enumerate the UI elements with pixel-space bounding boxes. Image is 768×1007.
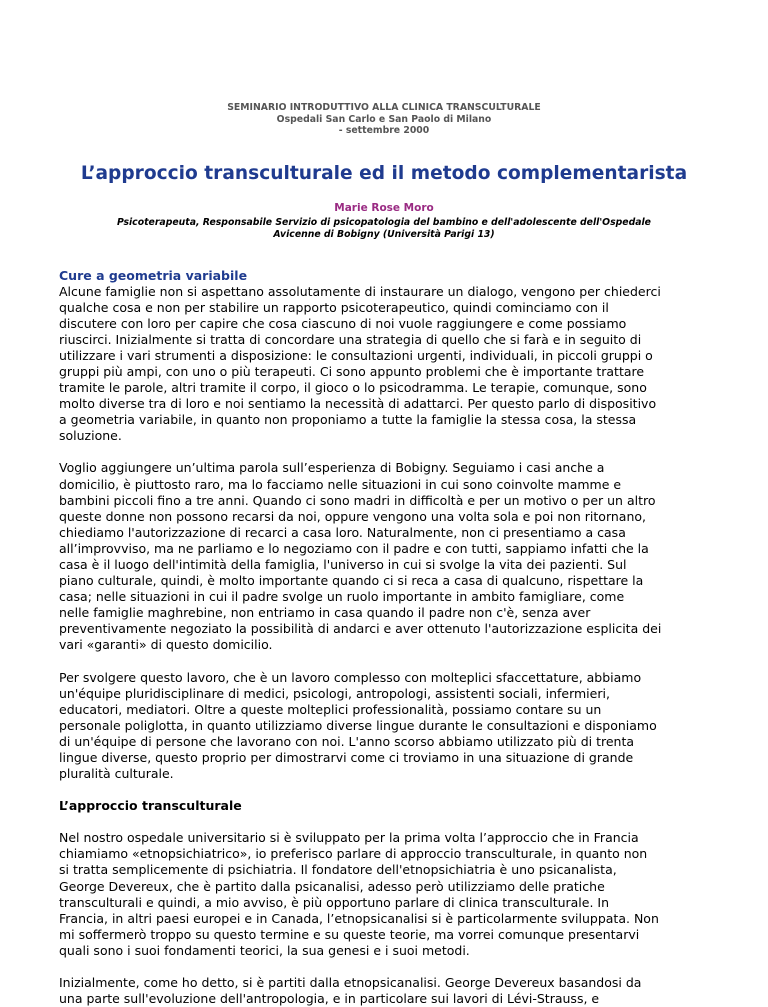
spacer: [59, 814, 709, 830]
document-page: [59, 0, 709, 1007]
text-line: all’improvviso, ma ne parliamo e lo negoziamo con il padre e con tutti, sappiamo infatti che la: [59, 541, 709, 557]
text-line: molto diverse tra di loro e noi sentiamo la necessità di adattarci. Per questo parlo di dispositivo: [59, 396, 709, 412]
text-line: vari «garanti» di questo domicilio.: [59, 637, 709, 653]
text-line: qualche cosa e non per stabilire un rapporto psicoterapeutico, quindi cominciamo con il: [59, 300, 709, 316]
text-line: Inizialmente, come ho detto, si è partiti dalla etnopsicanalisi. George Devereux basandosi da: [59, 975, 709, 991]
text-line: riuscirci. Inizialmente si tratta di concordare una strategia di quello che si farà e in seguito di: [59, 332, 709, 348]
text-line: chiediamo l'autorizzazione di recarci a casa loro. Naturalmente, non ci presentiamo a casa: [59, 525, 709, 541]
text-line: preventivamente negoziato la possibilità di andarci e aver ottenuto l'autorizzazione esplicita dei: [59, 621, 709, 637]
author-name: Marie Rose Moro: [59, 202, 709, 215]
text-line: chiamiamo «etnopsichiatrico», io preferisco parlare di approccio transculturale, in quanto non: [59, 846, 709, 862]
text-line: educatori, mediatori. Oltre a queste molteplici professionalità, possiamo contare su un: [59, 702, 709, 718]
hospitals-line: Ospedali San Carlo e San Paolo di Milano: [59, 114, 709, 126]
text-line: bambini piccoli fino a tre anni. Quando ci sono madri in difficoltà e per un motivo o per un altro: [59, 493, 709, 509]
page-title: L’approccio transculturale ed il metodo complementarista: [59, 162, 709, 186]
date-line: - settembre 2000: [59, 125, 709, 137]
paragraph: [59, 284, 709, 445]
text-line: piano culturale, quindi, è molto importante quando ci si reca a casa di qualcuno, rispettare la: [59, 573, 709, 589]
text-line: Nel nostro ospedale universitario si è sviluppato per la prima volta l’approccio che in Francia: [59, 830, 709, 846]
text-line: domicilio, è piuttosto raro, ma lo facciamo nelle situazioni in cui sono coinvolte mamme e: [59, 477, 709, 493]
text-line: George Devereux, che è partito dalla psicanalisi, adesso però utilizziamo delle pratiche: [59, 879, 709, 895]
text-line: si tratta semplicemente di psichiatria. Il fondatore dell'etnopsichiatria è uno psicanalista,: [59, 862, 709, 878]
text-line: queste donne non possono recarsi da noi, oppure vengono una volta sola e poi non ritornano,: [59, 509, 709, 525]
text-line: Alcune famiglie non si aspettano assolutamente di instaurare un dialogo, vengono per chiederci: [59, 284, 709, 300]
section-heading: L’approccio transculturale: [59, 798, 709, 814]
spacer: [59, 959, 709, 975]
affiliation-line: Avicenne di Bobigny (Università Parigi 13): [59, 229, 709, 241]
seminar-title: SEMINARIO INTRODUTTIVO ALLA CLINICA TRANSCULTURALE: [59, 102, 709, 114]
text-line: quali sono i suoi fondamenti teorici, la sua genesi e i suoi metodi.: [59, 943, 709, 959]
paragraph: [59, 670, 709, 783]
text-line: lingue diverse, questo proprio per dimostrarvi come ci troviamo in una situazione di grande: [59, 750, 709, 766]
text-line: utilizzare i vari strumenti a disposizione: le consultazioni urgenti, individuali, in piccoli gruppi o: [59, 348, 709, 364]
paragraph: [59, 830, 709, 959]
text-line: una parte sull'evoluzione dell'antropologia, e in particolare sui lavori di Lévi-Strauss, e: [59, 991, 709, 1007]
text-line: a geometria variabile, in quanto non proponiamo a tutte la famiglie la stessa cosa, la stessa: [59, 412, 709, 428]
seminar-header: [59, 102, 709, 137]
text-line: soluzione.: [59, 428, 709, 444]
paragraph: [59, 460, 709, 653]
text-line: personale poliglotta, in quanto utilizziamo diverse lingue durante le consultazioni e disponiamo: [59, 718, 709, 734]
spacer: [59, 444, 709, 460]
text-line: gruppi più ampi, con uno o più terapeuti. Ci sono appunto problemi che è importante trattare: [59, 364, 709, 380]
text-line: casa è il luogo dell'intimità della famiglia, l'universo in cui si svolge la vita dei pazienti. Sul: [59, 557, 709, 573]
text-line: pluralità culturale.: [59, 766, 709, 782]
spacer: [59, 654, 709, 670]
author-affiliation: [59, 217, 709, 241]
affiliation-line: Psicoterapeuta, Responsabile Servizio di psicopatologia del bambino e dell'adolescente dell'Ospedale: [59, 217, 709, 229]
text-line: Voglio aggiungere un’ultima parola sull’esperienza di Bobigny. Seguiamo i casi anche a: [59, 460, 709, 476]
text-line: Francia, in altri paesi europei e in Canada, l’etnopsicanalisi si è particolarmente sviluppata. Non: [59, 911, 709, 927]
body-text: [59, 268, 709, 1007]
section-heading: Cure a geometria variabile: [59, 268, 709, 284]
text-line: un'équipe pluridisciplinare di medici, psicologi, antropologi, assistenti sociali, infermieri,: [59, 686, 709, 702]
text-line: casa; nelle situazioni in cui il padre svolge un ruolo importante in ambito famigliare, come: [59, 589, 709, 605]
text-line: transculturali e quindi, a mio avviso, è più opportuno parlare di clinica transculturale. In: [59, 895, 709, 911]
text-line: nelle famiglie maghrebine, non entriamo in casa quando il padre non c'è, senza aver: [59, 605, 709, 621]
text-line: tramite le parole, altri tramite il corpo, il gioco o lo psicodramma. Le terapie, comunque, sono: [59, 380, 709, 396]
text-line: discutere con loro per capire che cosa ciascuno di noi vuole raggiungere e come possiamo: [59, 316, 709, 332]
text-line: di un'équipe di persone che lavorano con noi. L'anno scorso abbiamo utilizzato più di trenta: [59, 734, 709, 750]
paragraph: [59, 975, 709, 1007]
text-line: Per svolgere questo lavoro, che è un lavoro complesso con molteplici sfaccettature, abbiamo: [59, 670, 709, 686]
text-line: mi soffermerò troppo su questo termine e su queste teorie, ma vorrei comunque presentarvi: [59, 927, 709, 943]
